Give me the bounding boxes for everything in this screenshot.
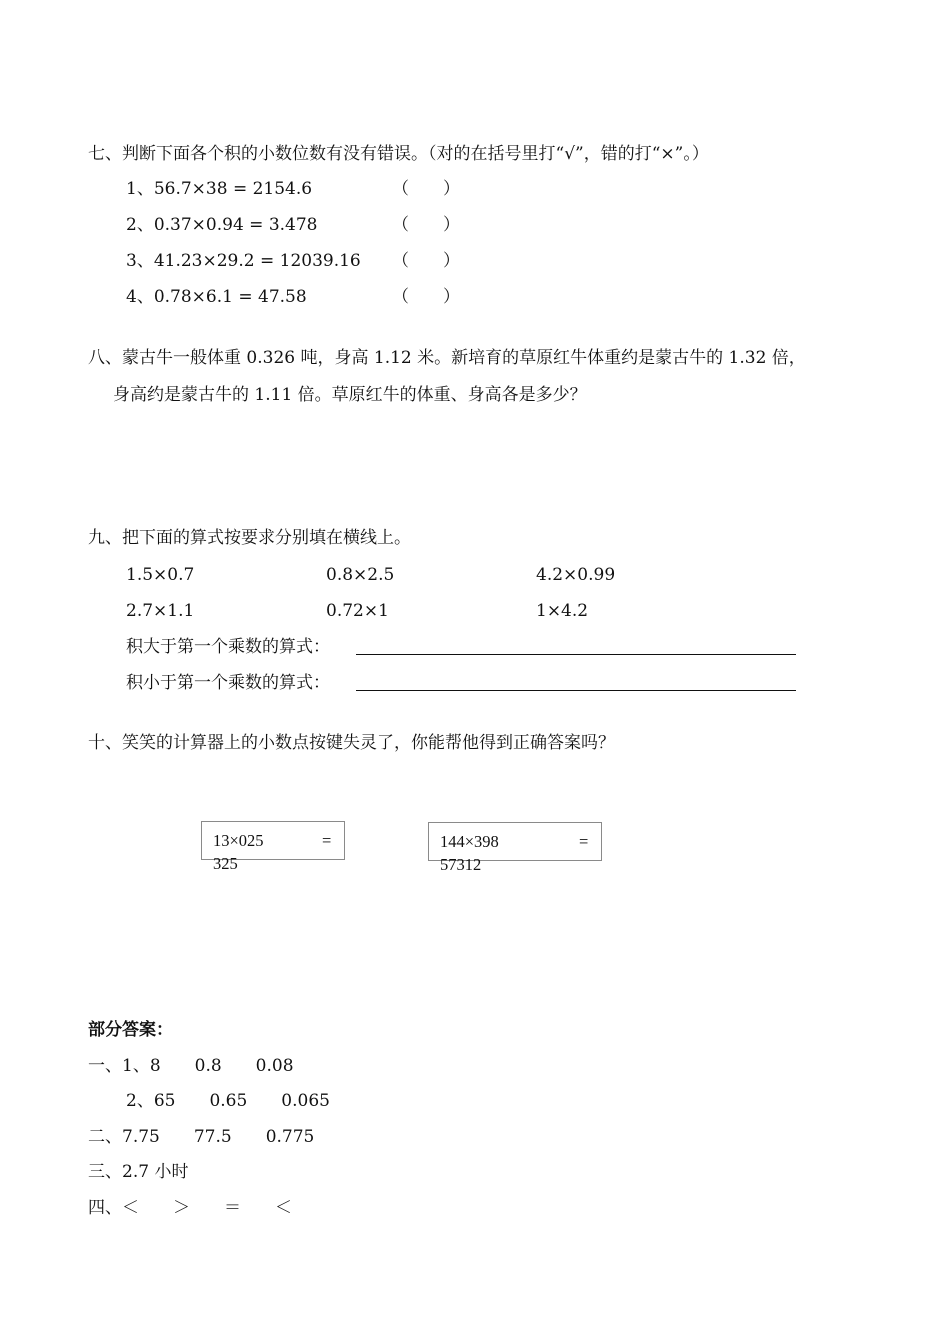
section-9-title: 九、把下面的算式按要求分别填在横线上。	[88, 528, 411, 548]
calculator-2-result: 57312	[440, 855, 482, 874]
expression-2: 0.8×2.5	[326, 565, 395, 585]
answer-4: 四、＜ ＞ ＝ ＜	[88, 1198, 292, 1218]
section-7-item-2-bracket: （ ）	[392, 215, 460, 235]
section-7-item-1: 1、56.7×38 = 2154.6	[126, 179, 313, 199]
answer-1-line-2: 2、65 0.65 0.065	[126, 1091, 330, 1111]
calculator-1-expression: 13×025	[213, 831, 264, 850]
greater-than-label: 积大于第一个乘数的算式：	[126, 637, 330, 657]
less-than-answer-line[interactable]	[356, 690, 796, 691]
less-than-label: 积小于第一个乘数的算式：	[126, 673, 330, 693]
section-7-title: 七、判断下面各个积的小数位数有没有错误。（对的在括号里打“√”，错的打“×”。）	[88, 144, 709, 164]
calculator-1-equals: =	[322, 831, 332, 850]
section-7-item-4: 4、0.78×6.1 = 47.58	[126, 287, 307, 307]
greater-than-answer-line[interactable]	[356, 654, 796, 655]
section-7-item-3: 3、41.23×29.2 = 12039.16	[126, 251, 361, 271]
section-8-line-2: 身高约是蒙古牛的 1.11 倍。草原红牛的体重、身高各是多少？	[113, 385, 587, 405]
section-7-item-1-bracket: （ ）	[392, 179, 460, 199]
answer-2: 二、7.75 77.5 0.775	[88, 1127, 315, 1147]
answer-3: 三、2.7 小时	[88, 1162, 189, 1182]
calculator-2-equals: =	[579, 832, 589, 851]
expression-3: 4.2×0.99	[536, 565, 616, 585]
section-7-item-2: 2、0.37×0.94 = 3.478	[126, 215, 318, 235]
expression-5: 0.72×1	[326, 601, 389, 621]
section-7-item-4-bracket: （ ）	[392, 287, 460, 307]
calculator-1-result: 325	[213, 854, 238, 873]
section-8-line-1: 八、蒙古牛一般体重 0.326 吨，身高 1.12 米。新培育的草原红牛体重约是蒙古牛的 1.32 倍，	[88, 348, 806, 368]
calculator-2-expression: 144×398	[440, 832, 499, 851]
answer-1-line-1: 一、1、8 0.8 0.08	[88, 1056, 294, 1076]
expression-6: 1×4.2	[536, 601, 589, 621]
answers-heading: 部分答案：	[88, 1020, 173, 1040]
section-10-title: 十、笑笑的计算器上的小数点按键失灵了，你能帮他得到正确答案吗？	[88, 733, 615, 753]
expression-1: 1.5×0.7	[126, 565, 195, 585]
expression-4: 2.7×1.1	[126, 601, 195, 621]
section-7-item-3-bracket: （ ）	[392, 251, 460, 271]
